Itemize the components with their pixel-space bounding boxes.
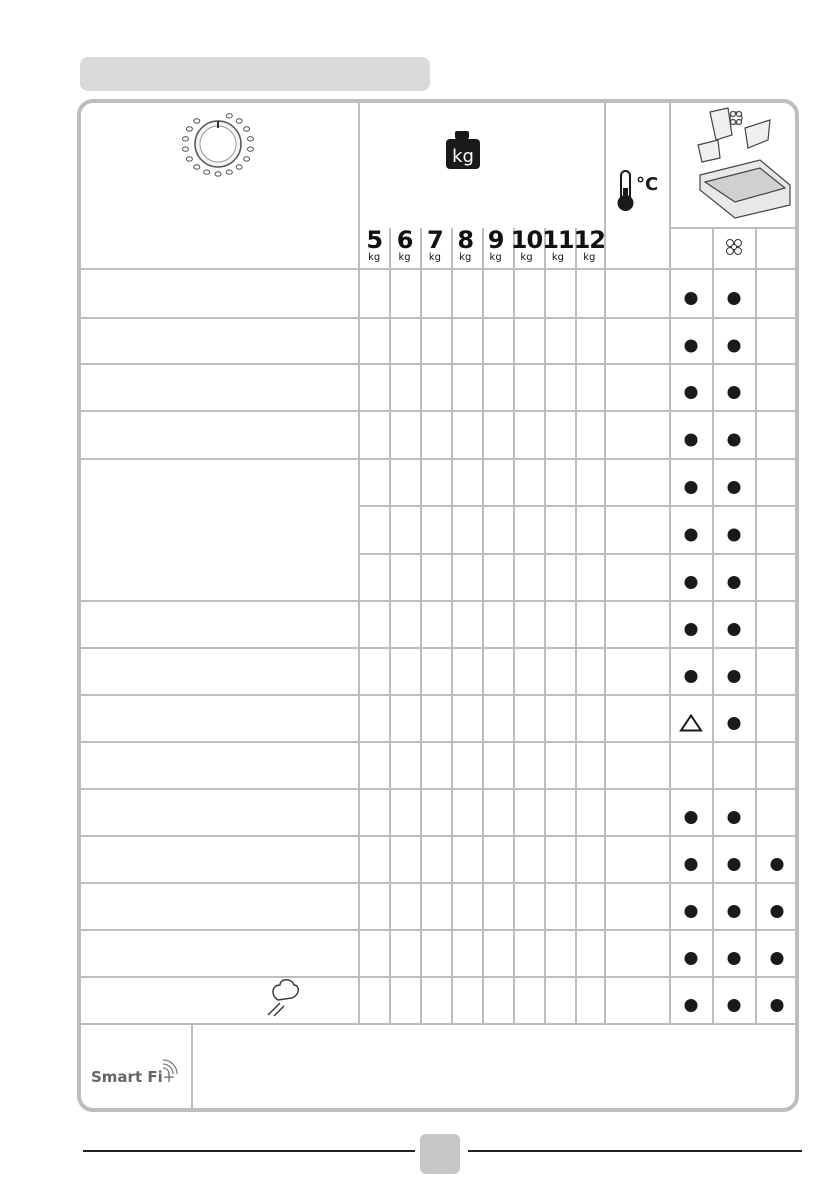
smart-fi-label: Smart Fi — [91, 1068, 163, 1086]
dial-position-marker — [244, 157, 250, 161]
load-column-header — [420, 228, 450, 268]
detergent-dot-mark — [728, 905, 741, 918]
load-column-header — [450, 228, 480, 268]
dial-position-marker — [226, 114, 232, 118]
dial-position-marker — [226, 170, 232, 174]
detergent-dot-mark — [685, 529, 698, 542]
load-unit: kg — [520, 252, 533, 263]
load-value: 6 — [396, 226, 413, 254]
detergent-dot-mark — [685, 434, 698, 447]
detergent-dot-mark — [685, 481, 698, 494]
dial-position-marker — [194, 165, 200, 169]
dial-position-marker — [186, 127, 192, 131]
detergent-dot-mark — [728, 292, 741, 305]
dial-position-marker — [236, 165, 242, 169]
page-number-box — [420, 1134, 460, 1174]
detergent-dot-mark — [685, 952, 698, 965]
load-column-header — [542, 228, 573, 268]
detergent-dot-mark — [728, 386, 741, 399]
load-unit: kg — [368, 252, 381, 263]
weight-icon — [446, 131, 480, 169]
load-value: 8 — [457, 226, 474, 254]
load-value: 7 — [427, 226, 443, 254]
detergent-dot-mark — [728, 999, 741, 1012]
detergent-dot-mark — [728, 529, 741, 542]
load-column-header — [511, 228, 542, 268]
dial-position-marker — [194, 119, 200, 123]
program-dial-icon — [183, 114, 254, 177]
dial-position-marker — [248, 137, 254, 141]
detergent-dot-mark — [685, 386, 698, 399]
load-unit: kg — [551, 252, 564, 263]
detergent-dot-mark — [728, 481, 741, 494]
load-unit: kg — [489, 252, 502, 263]
load-value: 10 — [510, 226, 543, 254]
dial-position-marker — [183, 147, 189, 151]
load-column-header — [389, 228, 419, 268]
load-column-header — [480, 228, 510, 268]
detergent-dot-mark — [728, 858, 741, 871]
dial-position-marker — [236, 119, 242, 123]
detergent-dot-mark — [728, 434, 741, 447]
detergent-triangle-mark — [681, 716, 701, 731]
detergent-dot-mark — [728, 340, 741, 353]
footer-rule-left — [83, 1150, 415, 1152]
weight-icon-label: kg — [452, 146, 474, 167]
temperature-label: °C — [636, 174, 659, 195]
load-value: 12 — [573, 226, 606, 254]
load-unit: kg — [459, 252, 472, 263]
load-value: 11 — [542, 226, 574, 254]
detergent-dot-mark — [728, 576, 741, 589]
dial-position-marker — [204, 170, 210, 174]
load-unit: kg — [398, 252, 411, 263]
detergent-dot-mark — [771, 858, 784, 871]
thermometer-icon — [618, 171, 659, 211]
detergent-dot-mark — [728, 952, 741, 965]
load-column-header — [359, 228, 389, 268]
dial-position-marker — [248, 147, 254, 151]
footer-rule-right — [468, 1150, 802, 1152]
detergent-dot-mark — [685, 576, 698, 589]
detergent-dot-mark — [685, 811, 698, 824]
detergent-dot-mark — [685, 905, 698, 918]
detergent-dot-mark — [685, 999, 698, 1012]
detergent-dot-mark — [685, 292, 698, 305]
detergent-dot-mark — [771, 999, 784, 1012]
detergent-dot-mark — [728, 623, 741, 636]
load-unit: kg — [428, 252, 441, 263]
dial-position-marker — [215, 172, 221, 176]
detergent-dot-mark — [685, 858, 698, 871]
load-capacity-header — [359, 228, 605, 268]
detergent-dot-mark — [771, 905, 784, 918]
load-unit: kg — [583, 252, 596, 263]
detergent-drawer-icon — [698, 108, 790, 218]
smart-fi-logo — [91, 1068, 175, 1086]
load-column-header — [574, 228, 605, 268]
steam-icon — [268, 980, 298, 1016]
detergent-dot-mark — [728, 717, 741, 730]
load-value: 9 — [487, 226, 504, 254]
load-value: 5 — [366, 226, 383, 254]
detergent-dot-mark — [728, 811, 741, 824]
detergent-dot-mark — [728, 670, 741, 683]
dial-position-marker — [244, 127, 250, 131]
dial-position-marker — [183, 137, 189, 141]
detergent-dot-mark — [771, 952, 784, 965]
detergent-dot-mark — [685, 670, 698, 683]
flower-icon — [727, 240, 742, 255]
dial-position-marker — [186, 157, 192, 161]
detergent-dot-mark — [685, 623, 698, 636]
detergent-dot-mark — [685, 340, 698, 353]
smart-fi-plus: + — [162, 1068, 176, 1086]
